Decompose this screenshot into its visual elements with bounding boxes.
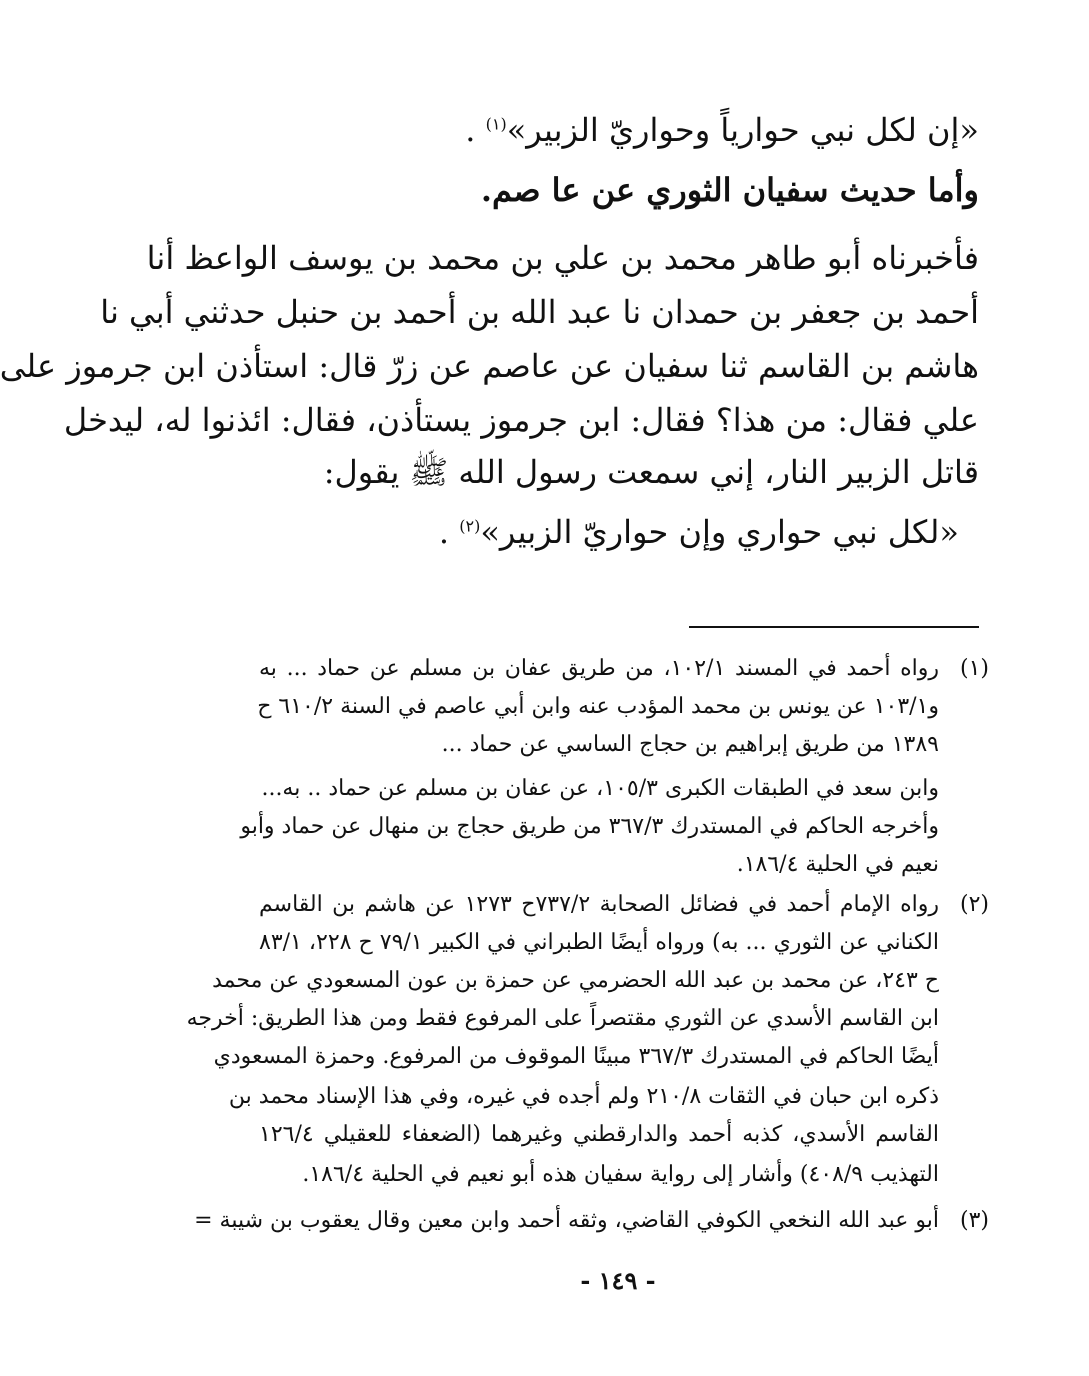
footnote-2-mark: (٢)	[959, 892, 989, 917]
paragraph-line-1: فأخبرناه أبو طاهر محمد بن علي بن محمد بن يوسف الواعظ أنا	[146, 239, 979, 277]
footnote-2-line-8: التهذيب ٤٠٨/٩) وأشار إلى رواية سفيان هذه أبو نعيم في الحلية ١٨٦/٤.	[302, 1162, 939, 1187]
quote-line-2	[439, 510, 959, 554]
footnote-2-line-3: ح ٢٤٣، عن محمد بن عبد الله الحضرمي عن حمزة بن عون المسعودي عن محمد	[212, 968, 939, 993]
footnote-1-mark: (١)	[959, 656, 989, 681]
footnote-1-line-5: وأخرجه الحاكم في المستدرك ٣٦٧/٣ من طريق حجاج بن منهال عن حماد وأبو	[240, 814, 939, 839]
paragraph-line-4: علي فقال: من هذا؟ فقال: ابن جرموز يستأذن، فقال: ائذنوا له، ليدخل	[63, 401, 979, 439]
quote-2-text: «لكل نبي حواري وإن حواريّ الزبير»	[480, 513, 959, 551]
footnote-1-line-4: وابن سعد في الطبقات الكبرى ١٠٥/٣، عن عفان بن مسلم عن حماد .. به...	[261, 776, 939, 801]
footnote-2-line-7: القاسم الأسدي، كذبه أحمد والدارقطني وغيرهما (الضعفاء للعقيلي ١٢٦/٤	[259, 1122, 939, 1147]
quote-line-1	[465, 108, 979, 152]
quote-1-end: .	[465, 111, 486, 149]
footnote-3-line-1: أبو عبد الله النخعي الكوفي القاضي، وثقه أحمد وابن معين وقال يعقوب بن شيبة =	[194, 1208, 939, 1233]
paragraph-line-5: قاتل الزبير النار، إني سمعت رسول الله ﷺ يقول:	[323, 453, 979, 491]
quote-2-end: .	[438, 513, 460, 551]
footnote-2-line-1: رواه الإمام أحمد في فضائل الصحابة ٧٣٧/٢ح ١٢٧٣ عن هاشم بن القاسم	[259, 892, 939, 917]
footnote-1-line-2: و١٠٣/١ عن يونس بن محمد المؤدب عنه وابن أبي عاصم في السنة ٦١٠/٢ ح	[257, 694, 939, 719]
footnote-2-line-2: الكناني عن الثوري ... به) ورواه أيضًا الطبراني في الكبير ٧٩/١ ح ٢٢٨، ٨٣/١	[259, 930, 939, 955]
paragraph-line-2: أحمد بن جعفر بن حمدان نا عبد الله بن أحمد بن حنبل حدثني أبي نا	[100, 293, 979, 331]
footnote-separator	[689, 626, 979, 628]
paragraph-line-3: هاشم بن القاسم ثنا سفيان عن عاصم عن زرّ قال: استأذن ابن جرموز على	[0, 347, 979, 385]
footnote-2-line-4: ابن القاسم الأسدي عن الثوري مقتصراً على المرفوع فقط ومن هذا الطريق: أخرجه	[186, 1006, 939, 1031]
footnote-ref-2: (٢)	[459, 516, 481, 536]
footnote-2-line-6: ذكره ابن حبان في الثقات ٢١٠/٨ ولم أجده في غيره، وفي هذا الإسناد محمد بن	[228, 1084, 939, 1109]
footnote-1-line-6: نعيم في الحلية ١٨٦/٤.	[736, 852, 939, 877]
section-heading: وأما حديث سفيان الثوري عن عا صم.	[480, 171, 979, 209]
footnote-3-mark: (٣)	[959, 1208, 989, 1233]
footnote-2-line-5: أيضًا الحاكم في المستدرك ٣٦٧/٣ مبينًا الموقوف من المرفوع. وحمزة المسعودي	[213, 1044, 939, 1069]
page-number: - ١٤٩ -	[580, 1266, 656, 1295]
footnote-1-line-3: ١٣٨٩ من طريق إبراهيم بن حجاج الساسي عن حماد ...	[441, 732, 939, 757]
footnote-ref-1: (١)	[485, 114, 507, 134]
quote-1-text: «إن لكل نبي حوارياً وحواريّ الزبير»	[506, 111, 979, 149]
footnote-1-line-1: رواه أحمد في المسند ١٠٢/١، من طريق عفان بن مسلم عن حماد ... به	[259, 656, 939, 681]
